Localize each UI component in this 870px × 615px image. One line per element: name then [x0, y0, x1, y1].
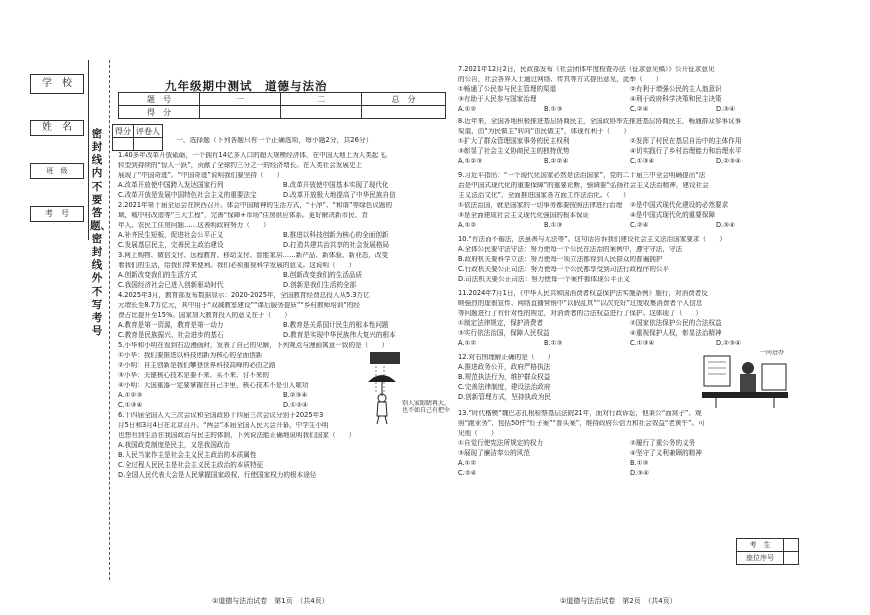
statement-2: ②是中国式现代化建设的必然要求	[630, 201, 729, 209]
seat-number-box	[736, 538, 799, 565]
answer-b[interactable]: B.①③	[544, 105, 563, 113]
statement-1: ①扩大了群众管理国家事务的民主权利	[458, 137, 570, 145]
option-d[interactable]: D.创新是我们生活的全部	[283, 281, 357, 289]
option-c[interactable]: C.改革开放是发展中国特色社会主义的重要法宝	[118, 191, 257, 199]
answer-c[interactable]: C.②④	[458, 469, 477, 477]
score-table-row-label: 得 分	[119, 106, 200, 119]
question-stem-line: 8.近年来，全国各地积极推进基层协商民主，全国政协率先推进基层协商民主，畅通群众参事议事	[458, 118, 742, 125]
question-13	[458, 410, 803, 480]
question-stem-line: 年人、农民工住房问题……这表明政府努力（ ）	[118, 222, 270, 229]
question-stem-line: 4.2025年3月，教育部发布数据显示：2020-2025年，全国教育经费总投入从5.3万亿	[118, 292, 370, 299]
question-2	[118, 202, 448, 252]
statement-3: ③实行依法治国，保障人民权益	[458, 329, 550, 337]
statement-4: ④重视保护人权，彰显法治精神	[630, 329, 722, 337]
answer-b[interactable]: B.①②④	[544, 157, 569, 165]
option-b[interactable]: B.政府机关要科学立法：努力使每一项立法都得到人民群众的普遍拥护	[458, 256, 663, 263]
question-3	[118, 252, 448, 292]
statement-1: ①自觉行使宪法所规定的权力	[458, 439, 544, 447]
answer-c[interactable]: C.①③④	[630, 157, 655, 165]
option-b[interactable]: B.推进以科技创新为核心的全面创新	[283, 231, 389, 239]
seat-input-2[interactable]	[784, 552, 799, 565]
statement-1: ①制定法律规定，保护消费者	[458, 319, 544, 327]
seat-label-1: 考 生	[737, 539, 784, 552]
question-stem-line: 1.40多年改革开放砥砺，一个拥有14亿多人口的超大规模经济体，在中国大地上为人类起飞。	[118, 152, 392, 159]
statement-2: ②小明：自主创新是我们攀登世界科技高峰的必由之路	[118, 362, 276, 369]
option-b[interactable]: B.改革开放使中国基本实现了现代化	[283, 181, 389, 189]
score-table	[118, 92, 446, 119]
option-d[interactable]: D.教育是实现中华民族伟大复兴的根本	[283, 331, 396, 339]
grader-reviewer-cell[interactable]	[134, 138, 163, 151]
answer-c[interactable]: C.②④	[630, 221, 649, 229]
answer-d[interactable]: D.②③④	[716, 157, 741, 165]
answer-c[interactable]: C.①③④	[630, 339, 655, 347]
question-stem-line: 10.“有法而不循法，法虽善与无法等”。这句话告诉我们建设社会主义法治国家要求（ ）	[458, 236, 726, 243]
statement-4: ④切实践行了乡村治理能力和治理水平	[630, 147, 742, 155]
option-d[interactable]: D.改革开放极大地提高了中华民族自信	[283, 191, 396, 199]
seat-input-1[interactable]	[784, 539, 799, 552]
right-page-questions	[458, 66, 803, 480]
question-7	[458, 66, 803, 116]
question-9	[458, 172, 803, 232]
answer-b[interactable]: B.①③	[544, 221, 563, 229]
score-cell-2[interactable]	[281, 106, 362, 119]
school-field-line[interactable]	[88, 60, 89, 108]
score-table-header-3: 二	[281, 93, 362, 106]
answer-d[interactable]: D.②③④	[716, 339, 741, 347]
option-a[interactable]: A.补齐民生短板，促进社会公平正义	[118, 231, 224, 239]
score-cell-1[interactable]	[200, 106, 281, 119]
section-1-heading: 一、选择题（下列各题只有一个正确选项，每小题2分，共26分）	[176, 137, 373, 144]
question-5	[118, 342, 451, 415]
answer-d[interactable]: D.③④	[716, 221, 735, 229]
option-d[interactable]: D.全国人民代表大会是人民掌握国家政权、行使国家权力的根本途径	[118, 471, 317, 479]
page-title: 九年级期中测试 道德与法治	[165, 79, 328, 93]
grader-score-label: 得分	[113, 125, 134, 138]
answer-b[interactable]: B.②③④	[283, 391, 308, 399]
question-4	[118, 292, 448, 342]
question-8	[458, 118, 803, 168]
answer-a[interactable]: A.①②	[458, 105, 477, 113]
seat-label-2: 座位序号	[737, 552, 784, 565]
answer-c[interactable]: C.①③④	[118, 401, 143, 409]
option-b[interactable]: B.规范执法行为，维护群众权益	[458, 373, 551, 381]
question-stem-line: 元增长至8.7万亿元，其中用于“双减教室建设”“课后服务提质”“乡村教师培训”的经	[118, 302, 360, 309]
cartoon-caption: 别人家眼睛再大，也不如自己有把伞	[402, 400, 451, 415]
option-b[interactable]: B.人民当家作主是社会主义民主政治的本质属性	[118, 451, 257, 459]
statement-1: ①依法治国，就是国家的一切事务都要按照法律进行治理	[458, 202, 623, 209]
statement-4: ④利于政府科学决策和民主决策	[630, 95, 722, 103]
option-a[interactable]: A.创新改变我们的生活方式	[118, 271, 198, 279]
statement-3: ③小华：关键核心技术是要不来、买不来、讨不来的	[118, 372, 269, 379]
score-table-header-1: 题 号	[119, 93, 200, 106]
question-11	[458, 290, 803, 350]
grader-score-cell[interactable]	[113, 138, 134, 151]
question-stem-line: 主义法治文化”，全面推进国家各方面工作法治化。（ ）	[458, 192, 630, 199]
question-stem-line: 展现了“中国奇迹”。“中国奇迹”说明我们要坚持（ ）	[118, 172, 284, 179]
score-table-header-4: 总 分	[362, 93, 446, 106]
statement-1: ①畅通了公民参与民主管理的渠道	[458, 85, 557, 93]
question-stem-line: 着我们的生活，给我们带来便利。我们必须重视科学发展的意义。这说明（ ）	[118, 262, 356, 269]
answer-a[interactable]: A.①②③	[458, 157, 483, 165]
question-stem-line: 13.“时代楷模”魏巴志扎根检察基层法院21年，面对行政诉讼，他秉公“面窝子”、观	[458, 410, 702, 417]
answer-c[interactable]: C.②④	[630, 105, 649, 113]
question-stem-line: 照“跑业务”、包括50件“钉子案”“普头案”，维持政府公信力和社会效益“老黄牛”。可	[458, 420, 705, 427]
answer-a[interactable]: A.①②	[458, 339, 477, 347]
statement-4: ④是中国式现代化的重要保障	[630, 211, 716, 219]
question-stem-line: 渠道，由“为民做主”转向“由民做主”，体现有利于（ ）	[458, 128, 630, 135]
option-a[interactable]: A.教育是第一资源，教育是第一动力	[118, 321, 224, 329]
question-stem-line: 转型到持续的“惊人一跃”，贡献了全球约三分之一的经济增长。在人类社会发展史上	[118, 162, 363, 169]
school-label: 学 校	[42, 78, 72, 89]
exam-no-label: 考 号	[45, 209, 69, 218]
answer-b[interactable]: B.①③	[630, 459, 649, 467]
cartoon-office-image	[696, 346, 792, 408]
score-cell-total[interactable]	[362, 106, 446, 119]
question-stem-line: 3.网上购物、微信支付、远程教育、移动支付、智能家居……新产品、新体验、新业态，改变	[118, 252, 389, 259]
question-stem-line: 费占比提升至15%。国家加大教育投入的意义在于（ ）	[118, 312, 291, 319]
question-stem-line: 治是中国式现代化的重要保障”的重要论断，强调要“弘扬社会主义法治精神，建设社会	[458, 182, 709, 189]
left-page-questions	[118, 152, 451, 482]
footer-left: ①道德与法治试卷 第1页 （共4页）	[212, 597, 329, 605]
statement-3: ③是全面建成社会主义现代化强国的根本保证	[458, 212, 590, 219]
question-stem-line: 等问题进行了有针对性的规定，对消费者的合法权益进行了保护。这体现了（ ）	[458, 310, 702, 317]
question-stem-line: 映强烈的虚假宣传、网络直播营销中“以假乱真”“以次充好”过度收集消费者个人信息	[458, 300, 703, 307]
statement-2: ②有利于增强公民的主人翁意识	[630, 85, 722, 93]
statement-3: ③彰显了社会主义协商民主的独特优势	[458, 147, 570, 155]
score-table-header-2: 一	[200, 93, 281, 106]
class-field-line[interactable]	[88, 156, 89, 200]
question-stem-line: 6.十四届全国人大三次会议和全国政协十四届三次会议分别于2025年3	[118, 412, 324, 419]
statement-2: ②履行了重公务的义务	[630, 439, 696, 447]
footer-right: ①道德与法治试卷 第2页 （共4页）	[560, 597, 677, 605]
answer-d[interactable]: D.③④	[716, 105, 735, 113]
answer-a[interactable]: A.①②	[458, 459, 477, 467]
option-b[interactable]: B.教育是关系国计民生的根本性问题	[283, 321, 389, 329]
option-a[interactable]: A.改革开放使中国跨入发达国家行列	[118, 181, 224, 189]
grader-reviewer-label: 评卷人	[134, 125, 163, 138]
name-label-box	[30, 120, 84, 136]
exam-no-field-line[interactable]	[88, 200, 89, 240]
cartoon-umbrella-image	[364, 352, 452, 424]
class-label-box	[30, 163, 84, 179]
option-b[interactable]: B.创新改变我们的生活品质	[283, 271, 363, 279]
option-d[interactable]: D.创新管理方式，坚持执政为民	[458, 393, 551, 401]
statement-2: ②国家依法保护公民的合法权益	[630, 319, 722, 327]
question-1	[118, 152, 448, 202]
option-c[interactable]: C.我国经济社会已进入创新驱动时代	[118, 281, 224, 289]
grader-box	[112, 124, 163, 151]
question-12	[458, 350, 803, 404]
class-label: 班 级	[46, 167, 68, 175]
option-c[interactable]: C.完善法律制度，建设法治政府	[458, 383, 551, 391]
statement-4: ④坚守了义利兼顾的精神	[630, 449, 702, 457]
exam-no-label-box	[30, 206, 84, 222]
question-stem-line: 5.小华和小明在看到右边漫画时，发表了自己的见解，下列观点与漫画寓意一致的是（ ）	[118, 342, 389, 349]
option-a[interactable]: A.全体公民要守法守法：努力使每一个公民在法治的案例中，遵守守法，守法	[458, 246, 683, 253]
school-label-box	[30, 74, 84, 94]
question-stem-line: 也想有到生活在我国政治与民主的体制，下列说法能正确地说明我们国家（ ）	[118, 432, 356, 439]
option-c[interactable]: C.教育是民族振兴、社会进步的基石	[118, 331, 224, 339]
statement-1: ①小华：我们要推进以科技创新为核心的全面创新	[118, 352, 263, 359]
cartoon-caption: 一同进办	[760, 350, 785, 356]
question-stem-line: 7.2021年12月2日，民政部发布《社会团体年度检查办法（征求意见稿）》公开征求意见	[458, 66, 715, 73]
answer-b[interactable]: B.①③	[544, 339, 563, 347]
question-stem-line: 11.2024年7月1日，《中华人民共和国消费者权益保护法实施条例》施行，对消费者反	[458, 290, 708, 297]
option-a[interactable]: A.推进政务公开，政府严格执法	[458, 363, 551, 371]
question-stem-line: 9.习近平指出：“一个现代化国家必然是法治国家”，党的二十届三中全会明确提出“法	[458, 172, 706, 179]
answer-a[interactable]: A.①②	[458, 221, 477, 229]
answer-a[interactable]: A.①②③	[118, 391, 143, 399]
seal-line-text: 密封线内不要答题、密封线外不写考号	[90, 128, 111, 337]
answer-d[interactable]: D.③④	[630, 469, 649, 477]
question-stem-line: 12.对右图理解正确的是（ ）	[458, 354, 555, 361]
statement-2: ②发挥了村民在基层自治中的主体作用	[630, 137, 742, 145]
question-stem-line: 2.2021年第十届全运会在陕西召开。体会中国精神的生活方式，“干净”、“和谐”等绿色议题的	[118, 202, 393, 209]
question-stem-line: 域，城中村改造等“三大工程”，完善“保障+市场”住房供应体系。更好解决新市民、青	[118, 212, 368, 219]
question-stem-line: 月5日和3月4日在北京召开。“两会”本届全国人民大会开幕，中学生小明	[118, 422, 329, 429]
name-label: 姓 名	[42, 122, 72, 133]
statement-3: ③展现了廉洁奉公的风范	[458, 449, 530, 457]
option-c[interactable]: C.行政机关要公正司法：努力使每一个公民都享受到司法行政程序的公平	[458, 266, 670, 273]
question-stem-line: 的公告，社会各界人士通过网络、传真等方式提出意见，此举（ ）	[458, 76, 663, 83]
answer-d[interactable]: D.①②④	[283, 401, 308, 409]
option-c[interactable]: C.全过程人民民主是社会主义民主政治的本质特征	[118, 461, 264, 469]
option-d[interactable]: D.打造共建共治共享的社会发展格局	[283, 241, 390, 249]
seal-dashed-line	[109, 60, 110, 580]
option-d[interactable]: D.司法机关要公正司法：努力使每一个案件都体现公平正义	[458, 276, 631, 283]
statement-4: ④小明：大国重器一定要掌握在自己手里，核心技术不是引人歌功	[118, 382, 309, 389]
statement-3: ③有助于人民参与国家治理	[458, 95, 537, 103]
name-field-line[interactable]	[88, 108, 89, 156]
option-a[interactable]: A.我国政党制度是民主，又是我国政治	[118, 441, 230, 449]
question-10	[458, 236, 803, 286]
option-c[interactable]: C.发展基层民主，完善民主政治建设	[118, 241, 224, 249]
question-stem-line: 见他（ ）	[458, 430, 498, 437]
